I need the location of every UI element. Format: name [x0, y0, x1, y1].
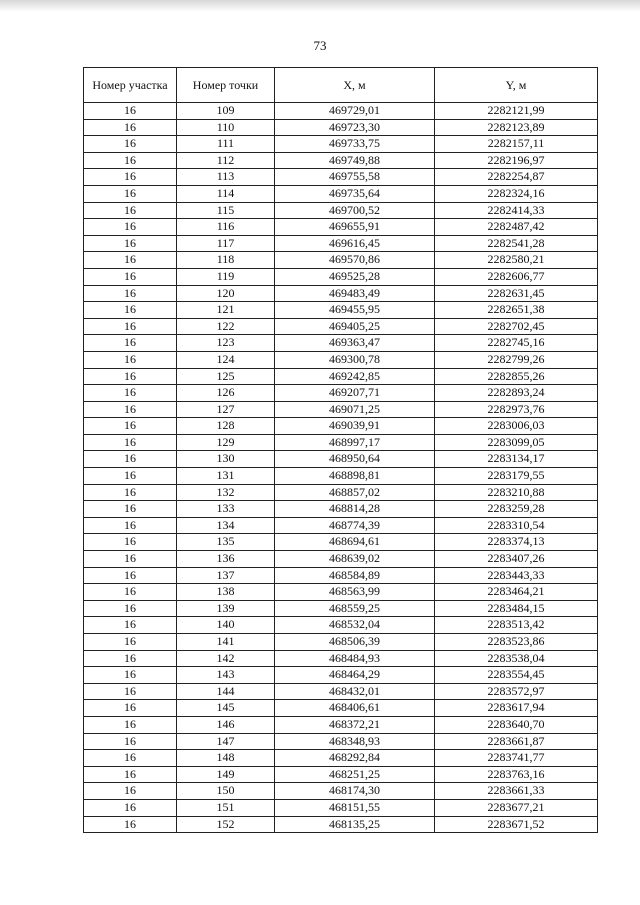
cell-y: 2282324,16 [435, 185, 598, 202]
cell-plot-number: 16 [84, 434, 177, 451]
cell-plot-number: 16 [84, 551, 177, 568]
cell-x: 468484,93 [275, 650, 435, 667]
cell-y: 2282196,97 [435, 152, 598, 169]
cell-point-number: 114 [177, 185, 275, 202]
table-row [84, 136, 598, 153]
cell-point-number: 109 [177, 103, 275, 120]
cell-plot-number: 16 [84, 285, 177, 302]
table-row [84, 733, 598, 750]
cell-x: 469655,91 [275, 219, 435, 236]
cell-y: 2283464,21 [435, 584, 598, 601]
cell-x: 468432,01 [275, 683, 435, 700]
table-row [84, 252, 598, 269]
table-row [84, 534, 598, 551]
cell-plot-number: 16 [84, 451, 177, 468]
cell-plot-number: 16 [84, 302, 177, 319]
cell-y: 2283741,77 [435, 750, 598, 767]
cell-x: 468174,30 [275, 783, 435, 800]
cell-plot-number: 16 [84, 584, 177, 601]
table-row [84, 567, 598, 584]
cell-x: 469363,47 [275, 335, 435, 352]
cell-point-number: 134 [177, 517, 275, 534]
cell-x: 469616,45 [275, 235, 435, 252]
cell-x: 468251,25 [275, 766, 435, 783]
table-row [84, 600, 598, 617]
table-row [84, 716, 598, 733]
table-row [84, 750, 598, 767]
page-number: 73 [313, 38, 327, 53]
table-row [84, 235, 598, 252]
cell-plot-number: 16 [84, 318, 177, 335]
table-row [84, 401, 598, 418]
cell-point-number: 147 [177, 733, 275, 750]
cell-point-number: 150 [177, 783, 275, 800]
cell-x: 468506,39 [275, 634, 435, 651]
cell-plot-number: 16 [84, 617, 177, 634]
table-row [84, 268, 598, 285]
cell-point-number: 130 [177, 451, 275, 468]
header-plot-number: Номер участка [84, 68, 177, 103]
cell-point-number: 149 [177, 766, 275, 783]
cell-plot-number: 16 [84, 335, 177, 352]
cell-y: 2283640,70 [435, 716, 598, 733]
cell-point-number: 143 [177, 667, 275, 684]
cell-plot-number: 16 [84, 219, 177, 236]
cell-y: 2283179,55 [435, 468, 598, 485]
cell-point-number: 151 [177, 799, 275, 816]
cell-point-number: 124 [177, 351, 275, 368]
cell-x: 469729,01 [275, 103, 435, 120]
header-x: X, м [275, 68, 435, 103]
cell-x: 469207,71 [275, 385, 435, 402]
cell-point-number: 132 [177, 484, 275, 501]
table-row [84, 351, 598, 368]
cell-y: 2283484,15 [435, 600, 598, 617]
cell-point-number: 152 [177, 816, 275, 833]
cell-point-number: 129 [177, 434, 275, 451]
cell-y: 2282799,26 [435, 351, 598, 368]
cell-point-number: 116 [177, 219, 275, 236]
table-row [84, 517, 598, 534]
cell-y: 2283763,16 [435, 766, 598, 783]
cell-x: 469570,86 [275, 252, 435, 269]
cell-x: 469723,30 [275, 119, 435, 136]
cell-point-number: 136 [177, 551, 275, 568]
cell-point-number: 139 [177, 600, 275, 617]
cell-y: 2283523,86 [435, 634, 598, 651]
cell-plot-number: 16 [84, 650, 177, 667]
cell-y: 2283572,97 [435, 683, 598, 700]
coordinates-table [83, 67, 598, 833]
cell-x: 469733,75 [275, 136, 435, 153]
table-row [84, 766, 598, 783]
cell-point-number: 135 [177, 534, 275, 551]
cell-point-number: 120 [177, 285, 275, 302]
cell-point-number: 119 [177, 268, 275, 285]
page-top-edge [0, 0, 640, 12]
cell-point-number: 140 [177, 617, 275, 634]
cell-plot-number: 16 [84, 169, 177, 186]
cell-y: 2283671,52 [435, 816, 598, 833]
cell-y: 2282651,38 [435, 302, 598, 319]
table-row [84, 434, 598, 451]
cell-plot-number: 16 [84, 385, 177, 402]
cell-y: 2282541,28 [435, 235, 598, 252]
cell-plot-number: 16 [84, 368, 177, 385]
cell-x: 468563,99 [275, 584, 435, 601]
cell-y: 2283310,54 [435, 517, 598, 534]
cell-point-number: 125 [177, 368, 275, 385]
cell-x: 469755,58 [275, 169, 435, 186]
cell-point-number: 111 [177, 136, 275, 153]
cell-plot-number: 16 [84, 634, 177, 651]
table-row [84, 634, 598, 651]
table-row [84, 368, 598, 385]
cell-x: 469700,52 [275, 202, 435, 219]
cell-y: 2283661,87 [435, 733, 598, 750]
table-row [84, 799, 598, 816]
table-row [84, 318, 598, 335]
cell-y: 2283134,17 [435, 451, 598, 468]
cell-x: 468774,39 [275, 517, 435, 534]
cell-point-number: 110 [177, 119, 275, 136]
cell-y: 2282487,42 [435, 219, 598, 236]
cell-point-number: 121 [177, 302, 275, 319]
table-row [84, 418, 598, 435]
cell-y: 2283099,05 [435, 434, 598, 451]
cell-y: 2283617,94 [435, 700, 598, 717]
cell-plot-number: 16 [84, 600, 177, 617]
cell-x: 468135,25 [275, 816, 435, 833]
table-row [84, 119, 598, 136]
cell-x: 468532,04 [275, 617, 435, 634]
table-row [84, 700, 598, 717]
cell-x: 468584,89 [275, 567, 435, 584]
cell-y: 2282893,24 [435, 385, 598, 402]
cell-plot-number: 16 [84, 401, 177, 418]
cell-x: 469071,25 [275, 401, 435, 418]
cell-point-number: 148 [177, 750, 275, 767]
cell-y: 2282121,99 [435, 103, 598, 120]
cell-plot-number: 16 [84, 733, 177, 750]
cell-plot-number: 16 [84, 567, 177, 584]
cell-plot-number: 16 [84, 136, 177, 153]
table-body [84, 103, 598, 833]
cell-y: 2283538,04 [435, 650, 598, 667]
cell-plot-number: 16 [84, 766, 177, 783]
table-row [84, 219, 598, 236]
table-row [84, 667, 598, 684]
header-y: Y, м [435, 68, 598, 103]
cell-x: 468559,25 [275, 600, 435, 617]
cell-x: 468898,81 [275, 468, 435, 485]
cell-y: 2283407,26 [435, 551, 598, 568]
cell-y: 2283677,21 [435, 799, 598, 816]
cell-x: 469735,64 [275, 185, 435, 202]
cell-y: 2282580,21 [435, 252, 598, 269]
table-header-row [84, 68, 598, 103]
cell-plot-number: 16 [84, 783, 177, 800]
cell-plot-number: 16 [84, 750, 177, 767]
cell-x: 469749,88 [275, 152, 435, 169]
cell-point-number: 117 [177, 235, 275, 252]
cell-point-number: 138 [177, 584, 275, 601]
cell-point-number: 127 [177, 401, 275, 418]
table-row [84, 185, 598, 202]
cell-point-number: 123 [177, 335, 275, 352]
cell-y: 2282157,11 [435, 136, 598, 153]
cell-plot-number: 16 [84, 667, 177, 684]
cell-point-number: 142 [177, 650, 275, 667]
cell-plot-number: 16 [84, 716, 177, 733]
cell-y: 2283661,33 [435, 783, 598, 800]
table-row [84, 650, 598, 667]
cell-plot-number: 16 [84, 351, 177, 368]
cell-y: 2283554,45 [435, 667, 598, 684]
table-row [84, 584, 598, 601]
cell-point-number: 131 [177, 468, 275, 485]
cell-point-number: 145 [177, 700, 275, 717]
cell-plot-number: 16 [84, 700, 177, 717]
cell-y: 2282973,76 [435, 401, 598, 418]
table-row [84, 385, 598, 402]
table-row [84, 451, 598, 468]
cell-plot-number: 16 [84, 119, 177, 136]
table-row [84, 468, 598, 485]
table-row [84, 683, 598, 700]
cell-x: 468857,02 [275, 484, 435, 501]
cell-y: 2282254,87 [435, 169, 598, 186]
header-point-number: Номер точки [177, 68, 275, 103]
cell-x: 468694,61 [275, 534, 435, 551]
cell-y: 2283210,88 [435, 484, 598, 501]
cell-point-number: 128 [177, 418, 275, 435]
cell-y: 2282745,16 [435, 335, 598, 352]
cell-x: 468639,02 [275, 551, 435, 568]
cell-plot-number: 16 [84, 268, 177, 285]
cell-point-number: 146 [177, 716, 275, 733]
cell-x: 468950,64 [275, 451, 435, 468]
cell-y: 2282855,26 [435, 368, 598, 385]
cell-plot-number: 16 [84, 501, 177, 518]
cell-plot-number: 16 [84, 683, 177, 700]
cell-y: 2283513,42 [435, 617, 598, 634]
table-row [84, 617, 598, 634]
cell-y: 2283443,33 [435, 567, 598, 584]
cell-plot-number: 16 [84, 202, 177, 219]
cell-point-number: 126 [177, 385, 275, 402]
table-row [84, 484, 598, 501]
cell-x: 468372,21 [275, 716, 435, 733]
cell-x: 469455,95 [275, 302, 435, 319]
cell-y: 2282631,45 [435, 285, 598, 302]
cell-x: 468292,84 [275, 750, 435, 767]
cell-point-number: 137 [177, 567, 275, 584]
cell-point-number: 122 [177, 318, 275, 335]
cell-x: 468348,93 [275, 733, 435, 750]
cell-plot-number: 16 [84, 534, 177, 551]
cell-x: 469242,85 [275, 368, 435, 385]
cell-y: 2282123,89 [435, 119, 598, 136]
table-row [84, 816, 598, 833]
cell-plot-number: 16 [84, 816, 177, 833]
table-row [84, 152, 598, 169]
cell-plot-number: 16 [84, 252, 177, 269]
table-row [84, 202, 598, 219]
cell-plot-number: 16 [84, 799, 177, 816]
cell-plot-number: 16 [84, 484, 177, 501]
cell-point-number: 118 [177, 252, 275, 269]
cell-y: 2282414,33 [435, 202, 598, 219]
table-row [84, 302, 598, 319]
cell-x: 468997,17 [275, 434, 435, 451]
cell-plot-number: 16 [84, 468, 177, 485]
table-row [84, 169, 598, 186]
table-row [84, 103, 598, 120]
table-row [84, 501, 598, 518]
cell-x: 469300,78 [275, 351, 435, 368]
cell-point-number: 113 [177, 169, 275, 186]
cell-x: 468814,28 [275, 501, 435, 518]
cell-x: 469483,49 [275, 285, 435, 302]
table-row [84, 285, 598, 302]
cell-plot-number: 16 [84, 418, 177, 435]
cell-point-number: 133 [177, 501, 275, 518]
cell-y: 2283006,03 [435, 418, 598, 435]
cell-x: 469525,28 [275, 268, 435, 285]
cell-x: 469405,25 [275, 318, 435, 335]
cell-point-number: 112 [177, 152, 275, 169]
table-row [84, 551, 598, 568]
cell-plot-number: 16 [84, 185, 177, 202]
cell-point-number: 144 [177, 683, 275, 700]
cell-plot-number: 16 [84, 235, 177, 252]
cell-plot-number: 16 [84, 517, 177, 534]
cell-y: 2282606,77 [435, 268, 598, 285]
cell-x: 468151,55 [275, 799, 435, 816]
cell-plot-number: 16 [84, 152, 177, 169]
cell-y: 2282702,45 [435, 318, 598, 335]
table-row [84, 783, 598, 800]
cell-y: 2283374,13 [435, 534, 598, 551]
cell-x: 468464,29 [275, 667, 435, 684]
cell-point-number: 141 [177, 634, 275, 651]
table-row [84, 335, 598, 352]
cell-y: 2283259,28 [435, 501, 598, 518]
cell-x: 468406,61 [275, 700, 435, 717]
cell-plot-number: 16 [84, 103, 177, 120]
cell-x: 469039,91 [275, 418, 435, 435]
cell-point-number: 115 [177, 202, 275, 219]
